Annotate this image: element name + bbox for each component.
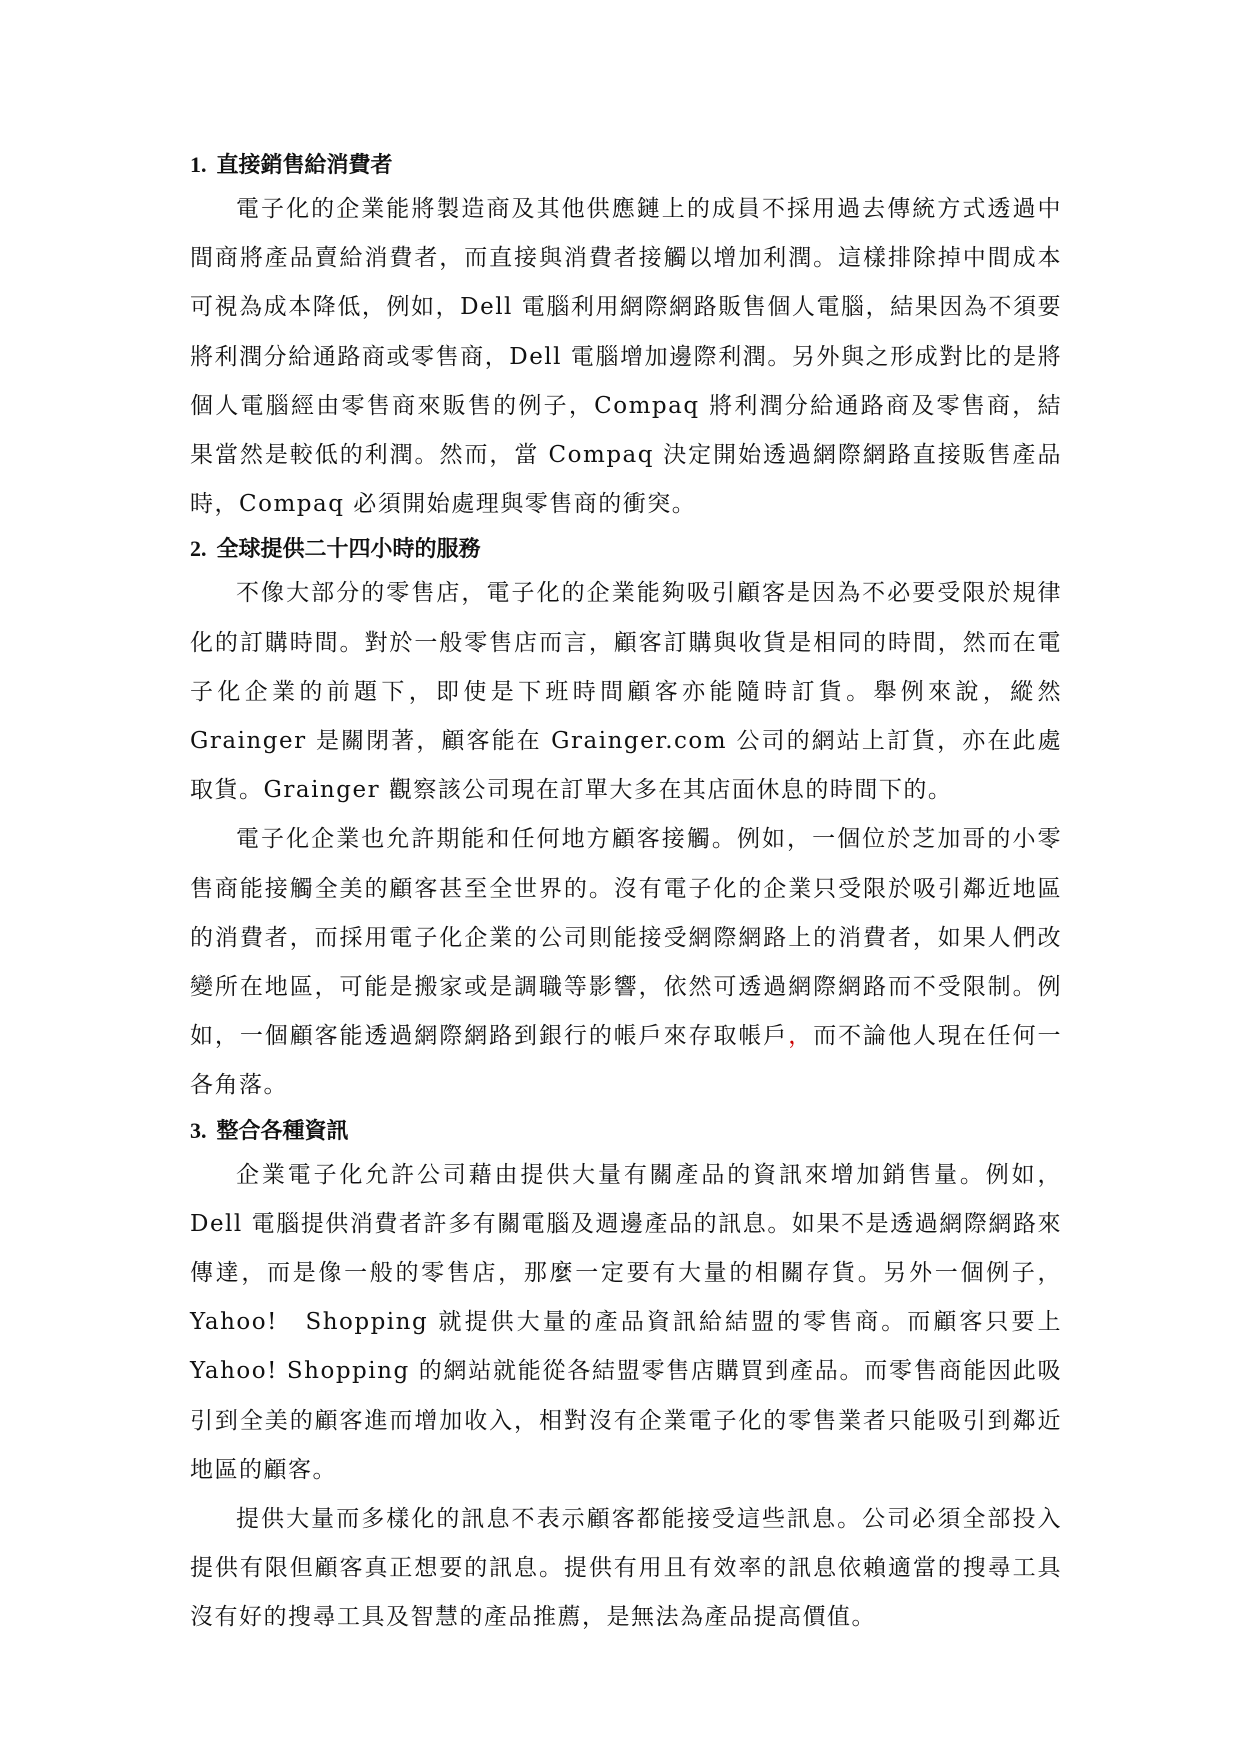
section-title: 整合各種資訊: [216, 1118, 349, 1144]
section-title: 直接銷售給消費者: [216, 153, 393, 178]
section-2-paragraph-1: 不像大部分的零售店，電子化的企業能夠吸引顧客是因為不必要受限於規律化的訂購時間。對於一般零售店而言，顧客訂購與收貨是相同的時間，然而在電子化企業的前題下，即使是下班時間顧客亦能隨時訂貨。舉例來說，縱然 Grainger 是關閉著，顧客能在 Grainger.com 公司的網站上訂貨，亦在此處取貨。Grainger 觀察該公司現在訂單大多在其店面休息的時間下的。: [190, 580, 1062, 804]
section-title: 全球提供二十四小時的服務: [216, 537, 481, 563]
section-3-paragraph-2: 提供大量而多樣化的訊息不表示顧客都能接受這些訊息。公司必須全部投入提供有限但顧客真正想要的訊息。提供有用且有效率的訊息依賴適當的搜尋工具沒有好的搜尋工具及智慧的產品推薦，是無法為產品提高價值。: [190, 1506, 1062, 1631]
section-number: 3.: [190, 1117, 207, 1143]
section-heading-2: [190, 529, 1062, 569]
section-1-paragraph-1: 電子化的企業能將製造商及其他供應鏈上的成員不採用過去傳統方式透過中間商將產品賣給消費者，而直接與消費者接觸以增加利潤。這樣排除掉中間成本可視為成本降低，例如，Dell 電腦利用網際網路販售個人電腦，結果因為不須要將利潤分給通路商或零售商，Dell 電腦增加邊際利潤。另外與之形成對比的是將個人電腦經由零售商來販售的例子，Compaq 將利潤分給通路商及零售商，結果當然是較低的利潤。然而，當 Compaq 決定開始透過網際網路直接販售產品時，Compaq 必須開始處理與零售商的衝突。: [190, 196, 1062, 518]
document-body: [190, 145, 1062, 1643]
red-comma: ，: [788, 1023, 814, 1050]
section-number: 2.: [190, 536, 207, 562]
paragraph-text-after: 而不論他人現在任何一各角落。: [190, 1023, 1063, 1099]
section-heading-1: [190, 145, 1062, 185]
section-heading-3: [190, 1111, 1062, 1151]
section-3-paragraph-1: 企業電子化允許公司藉由提供大量有關產品的資訊來增加銷售量。例如，Dell 電腦提供消費者許多有關電腦及週邊產品的訊息。如果不是透過網際網路來傳達，而是像一般的零售店，那麼一定要有大量的相關存貨。另外一個例子，Yahoo! Shopping 就提供大量的產品資訊給結盟的零售商。而顧客只要上 Yahoo! Shopping 的網站就能從各結盟零售店購買到產品。而零售商能因此吸引到全美的顧客進而增加收入，相對沒有企業電子化的零售業者只能吸引到鄰近地區的顧客。: [190, 1161, 1062, 1483]
paragraph-text-before: 電子化企業也允許期能和任何地方顧客接觸。例如，一個位於芝加哥的小零售商能接觸全美的顧客甚至全世界的。沒有電子化的企業只受限於吸引鄰近地區的消費者，而採用電子化企業的公司則能接受網際網路上的消費者，如果人們改變所在地區，可能是搬家或是調職等影響，依然可透過網際網路而不受限制。例如，一個顧客能透過網際網路到銀行的帳戶來存取帳戶: [190, 826, 1062, 1050]
section-2-paragraph-2: [190, 815, 1062, 1110]
section-number: 1.: [190, 152, 207, 177]
